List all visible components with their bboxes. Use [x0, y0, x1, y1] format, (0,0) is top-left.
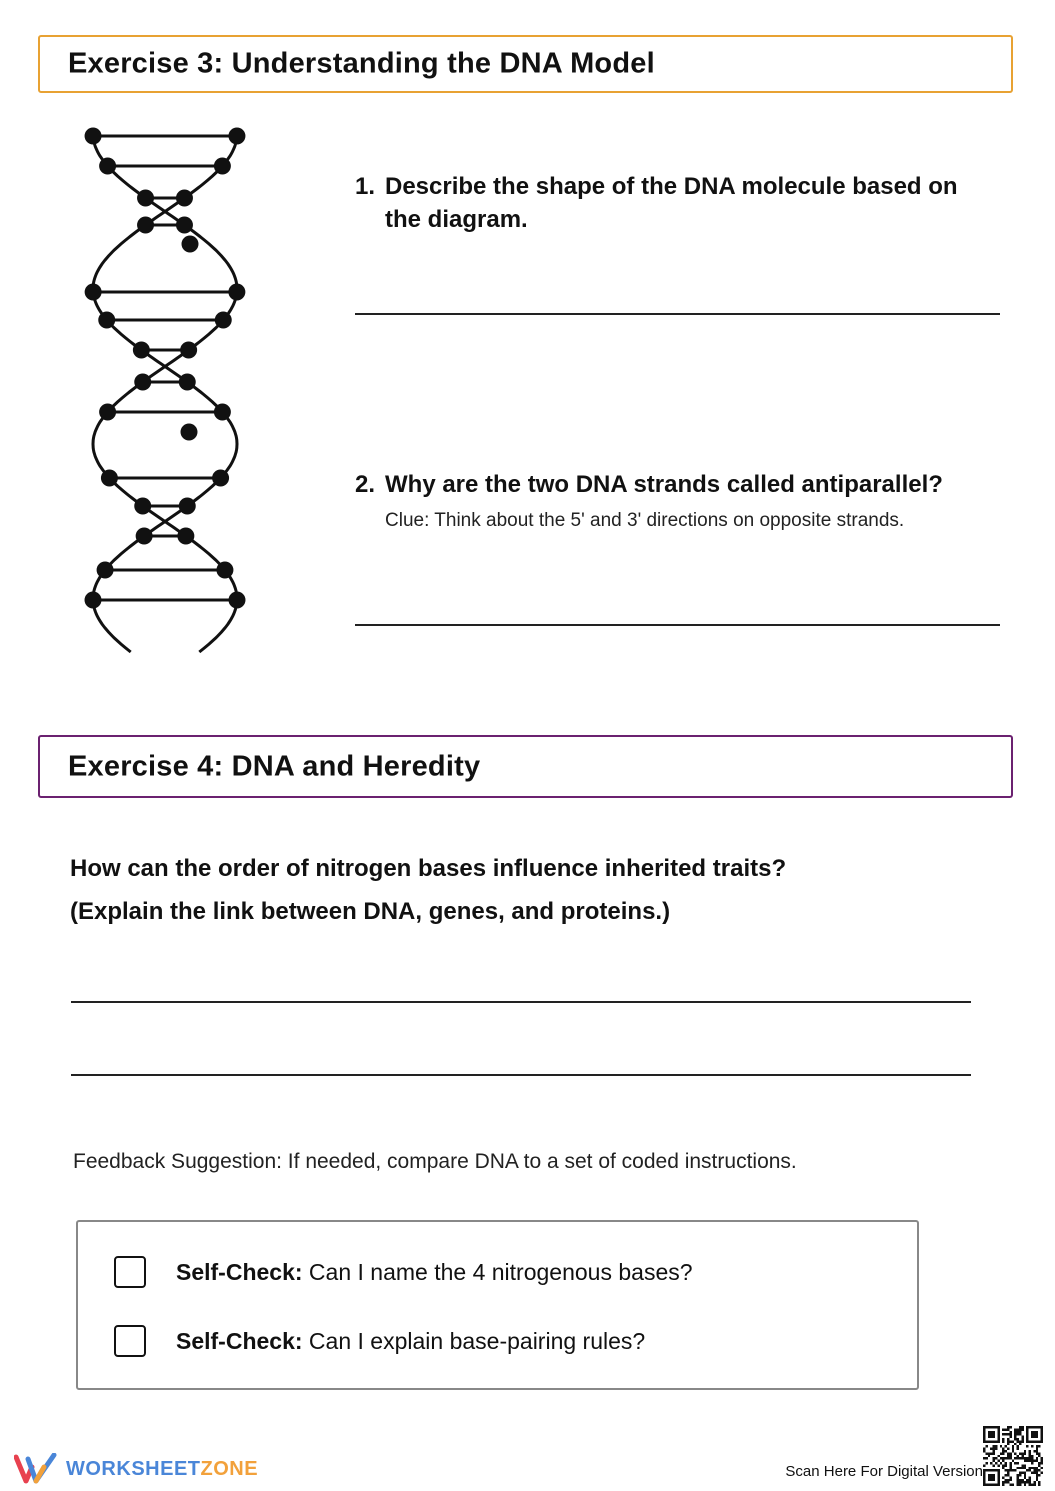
question-1-text: Describe the shape of the DNA molecule based on the diagram. [385, 173, 958, 233]
dna-nucleotide-dot [179, 498, 196, 515]
worksheetzone-logo[interactable] [14, 1452, 258, 1486]
self-check-text-2 [176, 1328, 645, 1355]
self-check-item-2 [114, 1323, 645, 1359]
dna-nucleotide-dot [212, 470, 229, 487]
self-check-question: Can I name the 4 nitrogenous bases? [302, 1258, 693, 1285]
dna-nucleotide-dot [136, 528, 153, 545]
dna-nucleotide-dot [177, 528, 194, 545]
checkbox-icon[interactable] [114, 1256, 146, 1288]
dna-nucleotide-dot [214, 158, 231, 175]
question-1-number: 1. [355, 173, 376, 200]
dna-strand [93, 134, 237, 652]
exercise-3-header [38, 35, 1013, 93]
checkbox-icon[interactable] [114, 1325, 146, 1357]
dna-nucleotide-dot [181, 424, 198, 441]
self-check-box [76, 1220, 919, 1390]
dna-nucleotide-dot [176, 190, 193, 207]
self-check-question: Can I explain base-pairing rules? [302, 1327, 646, 1354]
answer-line-ex4-1[interactable] [71, 1001, 971, 1003]
self-check-text-1 [176, 1259, 693, 1286]
answer-line-q2[interactable] [355, 624, 1000, 626]
question-2-clue: Clue: Think about the 5' and 3' directions on opposite strands. [385, 510, 905, 531]
dna-nucleotide-dot [85, 284, 102, 301]
dna-nucleotide-dot [180, 342, 197, 359]
dna-nucleotide-dot [101, 470, 118, 487]
dna-nucleotide-dot [98, 312, 115, 329]
qr-code-icon[interactable] [983, 1426, 1043, 1486]
dna-nucleotide-dot [99, 158, 116, 175]
scan-text: Scan Here For Digital Version [785, 1463, 983, 1480]
dna-nucleotide-dot [215, 312, 232, 329]
self-check-label: Self-Check: [176, 1258, 303, 1285]
feedback-suggestion: Feedback Suggestion: If needed, compare DNA to a set of coded instructions. [73, 1150, 797, 1173]
dna-nucleotide-dot [133, 342, 150, 359]
dna-diagram [75, 122, 255, 657]
self-check-item-1 [114, 1254, 693, 1290]
exercise-4-prompt-line-1: How can the order of nitrogen bases influence inherited traits? [70, 855, 787, 882]
worksheetzone-logo-icon [14, 1453, 58, 1485]
dna-nucleotide-dot [228, 284, 245, 301]
dna-nucleotide-dot [85, 592, 102, 609]
exercise-4-header [38, 735, 1013, 798]
self-check-label: Self-Check: [176, 1327, 303, 1354]
dna-nucleotide-dot [97, 562, 114, 579]
exercise-4-prompt-line-2: (Explain the link between DNA, genes, and proteins.) [70, 898, 671, 925]
answer-line-ex4-2[interactable] [71, 1074, 971, 1076]
dna-nucleotide-dot [179, 374, 196, 391]
dna-nucleotide-dot [137, 217, 154, 234]
dna-nucleotide-dot [99, 404, 116, 421]
dna-nucleotide-dot [228, 592, 245, 609]
exercise-3-title: Exercise 3: Understanding the DNA Model [68, 47, 655, 80]
brand-name [66, 1458, 258, 1481]
dna-nucleotide-dot [134, 374, 151, 391]
brand-part-1: WORKSHEET [66, 1457, 201, 1480]
brand-part-2: ZONE [200, 1457, 259, 1480]
question-1 [355, 170, 975, 236]
dna-nucleotide-dot [214, 404, 231, 421]
answer-line-q1[interactable] [355, 313, 1000, 315]
dna-nucleotide-dot [182, 236, 199, 253]
dna-nucleotide-dot [176, 217, 193, 234]
dna-nucleotide-dot [228, 128, 245, 145]
question-2 [355, 468, 1005, 501]
exercise-4-title: Exercise 4: DNA and Heredity [68, 750, 481, 782]
question-2-number: 2. [355, 471, 376, 498]
dna-nucleotide-dot [134, 498, 151, 515]
dna-nucleotide-dot [137, 190, 154, 207]
dna-nucleotide-dot [85, 128, 102, 145]
dna-nucleotide-dot [216, 562, 233, 579]
question-2-text: Why are the two DNA strands called antiparallel? [385, 471, 943, 498]
